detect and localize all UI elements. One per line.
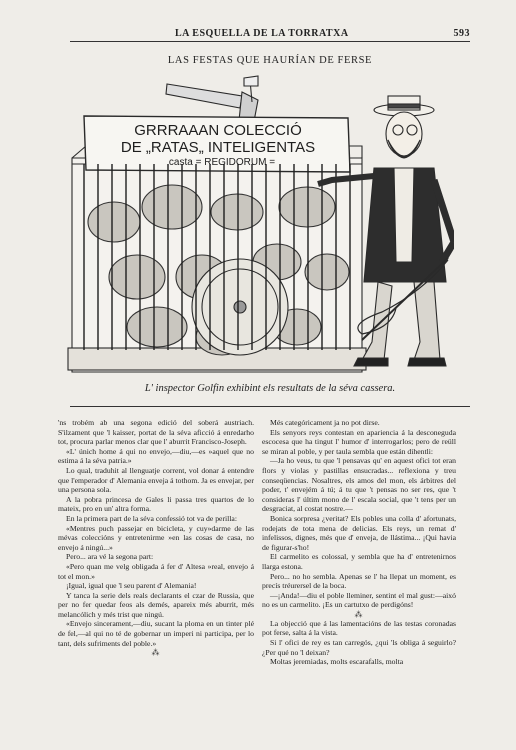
paragraph: Y tanca la serie dels reals declarants el czar de Russia, que per no fer quedar feos als demés, apareix més aburrit, més melancólich y més trist que ningú. (58, 590, 254, 619)
running-header (70, 28, 470, 39)
illustration-headline: LAS FESTAS QUE HAURÍAN DE FERSE (167, 55, 373, 66)
paragraph: Pero... no ho sembla. Apenas se l' ha llepat un moment, es precís tréurersel de la boca. (262, 571, 456, 591)
journal-title: LA ESQUELLA DE LA TORRATXA (174, 28, 349, 39)
illustration-caption: L' inspector Golfin exhibint els resultats de la séva cassera. (144, 383, 396, 394)
paragraph: Bonica sorpresa ¿veritat? Els pobles una colla d' afortunats, rodejats de tota mena de delicias. Els reys, un remat d' infelissos, dignes, més que d' enveja, de llástima... ¡Qui havia de figurar-s'ho! (262, 513, 456, 552)
paragraph: A la pobra princesa de Gales li passa tres quartos de lo mateix, pro en un' altra forma. (58, 494, 254, 514)
caption-rule (70, 406, 470, 407)
paragraph: Més categóricament ja no pot dirse. (270, 418, 380, 427)
paragraph: ¡Igual, igual que 'l seu parent d' Alemania! (66, 581, 197, 591)
paragraph: El carmelito es colossal, y sembla que ha d' entretenirnos llarga estona. (262, 552, 456, 571)
left-column (58, 418, 254, 657)
paragraph: «Mentres puch passejar en bicicleta, y cuy»darme de las mévas coleccións y entretenirme »en las cosas de casa, no envejo á ningú...» (58, 523, 254, 552)
sign-text-line3: casta = REGIDORUM = (168, 157, 276, 168)
paragraph: «Pero quan me velg obligada á fer d' Altesa »real, envejo á tot el mon.» (58, 561, 254, 581)
paragraph: En la primera part de la séva confessió tot va de perilla: (66, 513, 237, 523)
paragraph: Lo qual, traduhit al llenguatje corrent, vol donar á entendre que l'emperador d' Alemania enveja á tothom. Ja es envejar, per una persona sola. (58, 465, 254, 495)
right-column (262, 418, 456, 667)
paragraph: 'ns trobém ab una segona edició del soberá austriach. S'ilzament que 'l kaisser, portat de la séva aficció á enredarho tot, procura parlar menos clar que l' aburrit Francisco-Joseph. (58, 418, 254, 447)
paragraph: —Ja ho veus, tu que 'l pensavas qu' en aquest ofici tot eran flors y violas y pastillas ensucradas... reflexiona y treu conseqüencias. Nosaltres, els amos del mon, els árbitres del poder, t' envejém á tú; á tu que 't pensas no ser res, que 't consideras l' últim mono de l' escala social, que 't tens per un desgraciat, al costat nostre.— (262, 456, 456, 514)
paragraph: «Envejo sincerament,—diu, sucant la ploma en un tinter plé de fel,—al qui no té de gobernar un imperi ni participa, per lo tant, dels sufriments del poble.» (58, 619, 254, 648)
paragraph: Si l' ofici de rey es tan carregós, ¿qui 'ls obliga á seguirlo? ¿Per qué no 'l deixan? (262, 638, 456, 657)
paragraph: Pero... ara vé la segona part: (66, 552, 154, 562)
sign-text-line1: GRRRAAAN COLECCIÓ (134, 122, 302, 139)
paragraph: —¡Anda!—diu el poble lleminer, sentint el mal gust:—aixó no es un carmelito. ¡Es un cartutxo de perdigóns! (262, 590, 456, 610)
section-separator: ⁂ (151, 648, 161, 658)
paragraph: Moltas jeremiadas, molts escarafalls, molta (270, 657, 404, 667)
paragraph: La objecció que á las lamentacións de las testas coronadas pot ferse, salta á la vista. (262, 618, 456, 638)
section-separator: ⁂ (354, 609, 364, 619)
sign-text-line2: DE „RATAS„ INTELIGENTAS (120, 139, 316, 156)
paragraph: «L' únich home á qui no envejo,—diu,—es »aquel que no estima á la séva patria.» (58, 446, 254, 466)
paragraph: Els senyors reys contestan en apariencia á la desconeguda escocesa que ha tingut l' humor d' interrogarlos; pero de reüll se miran al poble, y per taula sembla que están dihentli: (262, 427, 456, 456)
page-number: 593 (453, 28, 470, 39)
cartoon-illustration (62, 72, 454, 382)
header-rule (70, 41, 470, 42)
